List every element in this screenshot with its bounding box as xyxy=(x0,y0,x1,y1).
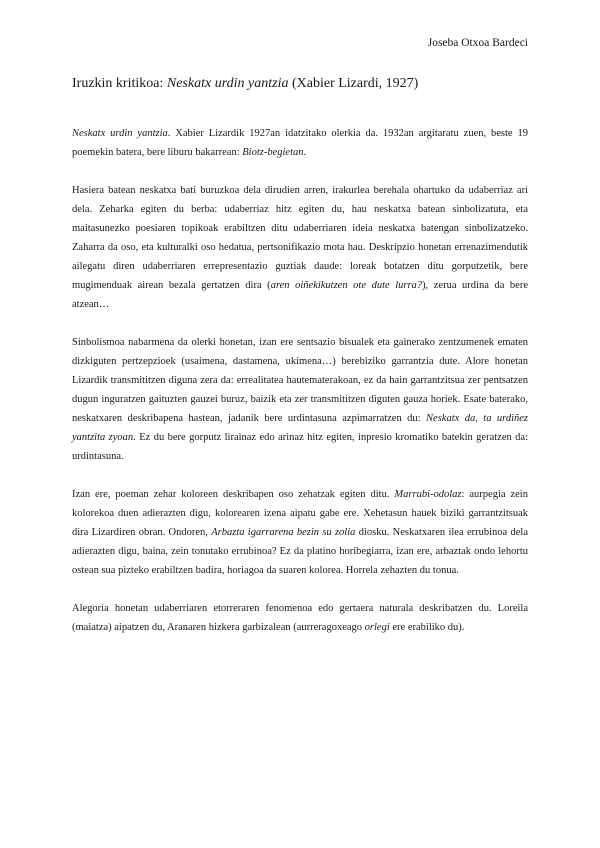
paragraph-4 xyxy=(72,485,528,580)
title-prefix: Iruzkin kritikoa: xyxy=(72,76,167,91)
author-name: Joseba Otxoa Bardeci xyxy=(427,37,528,49)
p4-quote-1: Marrubi-odolaz xyxy=(394,489,462,500)
p4-text: Izan ere, poeman zehar koloreen deskribapen oso zehatzak egiten ditu. xyxy=(72,489,395,500)
p2-text: Hasiera batean neskatxa bati buruzkoa dela dirudien arren, irakurlea berehala ohartuko da udaberriaz ari dela. Zeharka egiten du berba: udaberriaz hitz egiten du, hau neskatxa batean sinbolizatuta, eta maitasunezko poesiaren topikoak erabiltzen ditu udaberriaren ideia neskatxa batengan sinbolizatzeko. Zaharra da oso, eta kulturalki oso hedatua, pertsonifikazio mota hau. Deskripzio honetan errenazimendutik ailegatu diren udaberriaren errepresentazio guztiak daude: loreak botatzen ditu gorputzetik, bere mugimenduak airean bezala gertatzen dira ( xyxy=(72,185,528,291)
p2-end: ), zerua urdina da bere atzean… xyxy=(72,280,528,310)
p5-text: Alegoria honetan udaberriaren etorreraren fenomenoa edo gertaera naturala deskribatzen du. Loreila (maiatza) aipatzen du, Aranaren hizkera garbizalean (aurreragoxeago xyxy=(72,603,528,633)
p3-text: Sinbolismoa nabarmena da olerki honetan, izan ere sentsazio bisualek eta gainerako zentzumenek ematen dizkiguten pertzepzioek (usaimena, dastamena, ukimena…) berebiziko garrantzia dute. Alore honetan Lizardik transmititzen diguna zera da: errealitatea hautematerakoan, ez da hain garrantzitsua zer pentsatzen dugun inguratzen gaituzten gauzei buruz, baizik eta zer transmititzen diguten gauza horiek. Esate baterako, neskatxaren deskribapena hastean, jadanik bere urdintasuna azpimarratzen du: xyxy=(72,337,528,424)
title-work: Neskatx urdin yantzia xyxy=(166,76,289,91)
paragraph-5 xyxy=(72,599,528,637)
p1-end: . xyxy=(303,147,307,158)
p4-quote-2: Arbazta igarrarena bezin su zolia xyxy=(211,527,356,538)
paragraph-1 xyxy=(72,124,528,162)
p1-text: . Xabier Lizardik 1927an idatzitako olerkia da. 1932an argitaratu zuen, beste 19 poemekin batera, bere liburu bakarrean: xyxy=(72,128,528,158)
paragraph-2 xyxy=(72,181,528,314)
book-title: Biotz-begietan xyxy=(242,147,304,158)
poem-title: Neskatx urdin yantzia xyxy=(72,128,168,139)
p5-word: orlegi xyxy=(364,622,390,633)
essay-title xyxy=(72,76,540,92)
p4-text-2: : aurpegia zein kolorekoa duen adierazten digu, kolorearen izena aipatu gabe ere. Xehetasun hauek biziki garrantzitsuak dira Lizardiren obran. Ondoren, xyxy=(72,489,528,538)
p2-quote: aren oiñekikutzen ote dute lurra? xyxy=(270,280,423,291)
essay-body xyxy=(72,124,528,637)
p5-end: ere erabiliko du). xyxy=(389,622,465,633)
paragraph-3 xyxy=(72,333,528,466)
p3-end: . Ez du bere gorputz lirainaz edo arinaz hitz egiten, inpresio kromatiko batekin geratzen da: urdintasuna. xyxy=(72,432,528,462)
p3-quote: Neskatx da, ta urdiñez yantzita zyoan xyxy=(72,413,529,443)
title-suffix: (Xabier Lizardi, 1927) xyxy=(288,76,419,91)
p4-end: diosku. Neskatxaren ilea errubinoa dela adierazten digu, baina, zein tonutako errubinoa? Ez da platino horibegiarra, izan ere, arbaztak ondo lehortu ostean sua pizteko erabiltzen badira, horiagoa da suaren kolorea. Horrela zehazten du tonua. xyxy=(72,527,528,576)
